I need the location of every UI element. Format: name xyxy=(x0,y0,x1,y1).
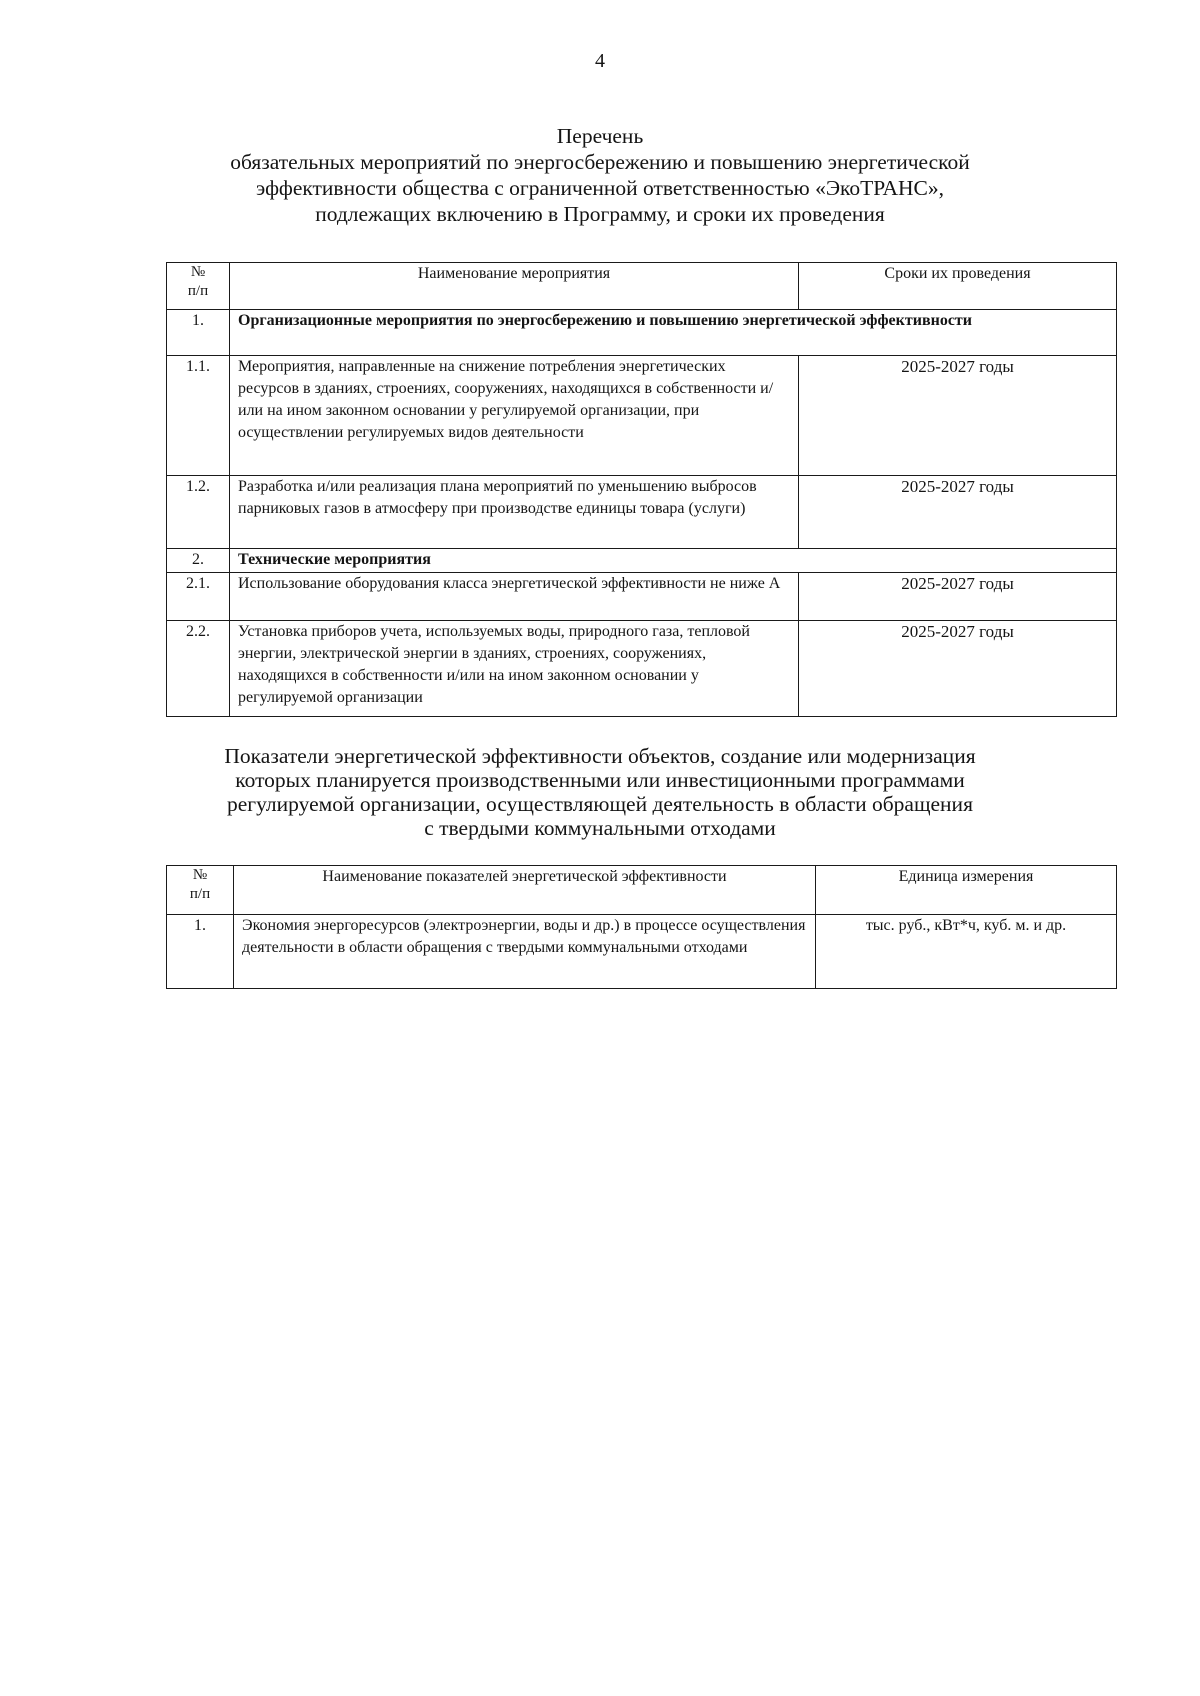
measure-period: 2025-2027 годы xyxy=(799,621,1117,717)
measure-period: 2025-2027 годы xyxy=(799,476,1117,549)
measure-period: 2025-2027 годы xyxy=(799,356,1117,476)
row-number: 1.1. xyxy=(167,356,230,476)
row-number: 2. xyxy=(167,549,230,573)
section-title: Технические мероприятия xyxy=(230,549,1117,573)
row-number: 2.2. xyxy=(167,621,230,717)
heading-line: которых планируется производственными или инвестиционными программами xyxy=(235,768,965,792)
row-number: 2.1. xyxy=(167,573,230,621)
column-header-unit: Единица измерения xyxy=(816,866,1117,915)
indicators-table xyxy=(166,865,1117,989)
number-sign: № xyxy=(190,264,206,280)
measure-name: Разработка и/или реализация плана мероприятий по уменьшению выбросов парниковых газов в атмосферу при производстве единицы товара (услуги) xyxy=(230,476,799,549)
measure-period: 2025-2027 годы xyxy=(799,573,1117,621)
table-row xyxy=(167,573,1117,621)
measures-list-heading xyxy=(0,123,1200,227)
indicator-name: Экономия энергоресурсов (электроэнергии, воды и др.) в процессе осуществления деятельности в области обращения с твердыми коммунальными отходами xyxy=(234,915,816,989)
number-abbrev: п/п xyxy=(189,886,211,902)
column-header-number xyxy=(167,263,230,310)
table-row-section xyxy=(167,549,1117,573)
measure-name: Использование оборудования класса энергетической эффективности не ниже А xyxy=(230,573,799,621)
section-title: Организационные мероприятия по энергосбережению и повышению энергетической эффективности xyxy=(230,310,1117,356)
row-number: 1.2. xyxy=(167,476,230,549)
heading-line: эффективности общества с ограниченной ответственностью «ЭкоТРАНС», xyxy=(255,176,945,200)
column-header-number xyxy=(167,866,234,915)
table-row xyxy=(167,621,1117,717)
table-row-section xyxy=(167,310,1117,356)
column-header-indicator-name: Наименование показателей энергетической эффективности xyxy=(234,866,816,915)
column-header-period: Сроки их проведения xyxy=(799,263,1117,310)
measure-name: Установка приборов учета, используемых воды, природного газа, тепловой энергии, электрической энергии в зданиях, строениях, сооружениях, находящихся в собственности и/или на ином законном основании у регулируемой организации xyxy=(230,621,799,717)
number-abbrev: п/п xyxy=(187,283,209,299)
heading-line: с твердыми коммунальными отходами xyxy=(424,816,776,840)
column-header-measure-name: Наименование мероприятия xyxy=(230,263,799,310)
heading-line: подлежащих включению в Программу, и сроки их проведения xyxy=(315,202,885,226)
heading-line: Показатели энергетической эффективности объектов, создание или модернизация xyxy=(224,744,976,768)
heading-line: обязательных мероприятий по энергосбережению и повышению энергетической xyxy=(230,150,970,174)
indicator-unit: тыс. руб., кВт*ч, куб. м. и др. xyxy=(816,915,1117,989)
row-number: 1. xyxy=(167,915,234,989)
measures-table xyxy=(166,262,1117,717)
measure-name: Мероприятия, направленные на снижение потребления энергетических ресурсов в зданиях, строениях, сооружениях, находящихся в собственности и/или на ином законном основании у регулируемой организации, при осуществлении регулируемых видов деятельности xyxy=(230,356,799,476)
row-number: 1. xyxy=(167,310,230,356)
table-row xyxy=(167,356,1117,476)
number-sign: № xyxy=(192,867,208,883)
page-number: 4 xyxy=(595,50,605,72)
heading-line: регулируемой организации, осуществляющей деятельность в области обращения xyxy=(227,792,973,816)
table-row xyxy=(167,476,1117,549)
table-header-row xyxy=(167,866,1117,915)
heading-line: Перечень xyxy=(556,124,644,148)
table-row xyxy=(167,915,1117,989)
indicators-heading xyxy=(0,744,1200,840)
table-header-row xyxy=(167,263,1117,310)
